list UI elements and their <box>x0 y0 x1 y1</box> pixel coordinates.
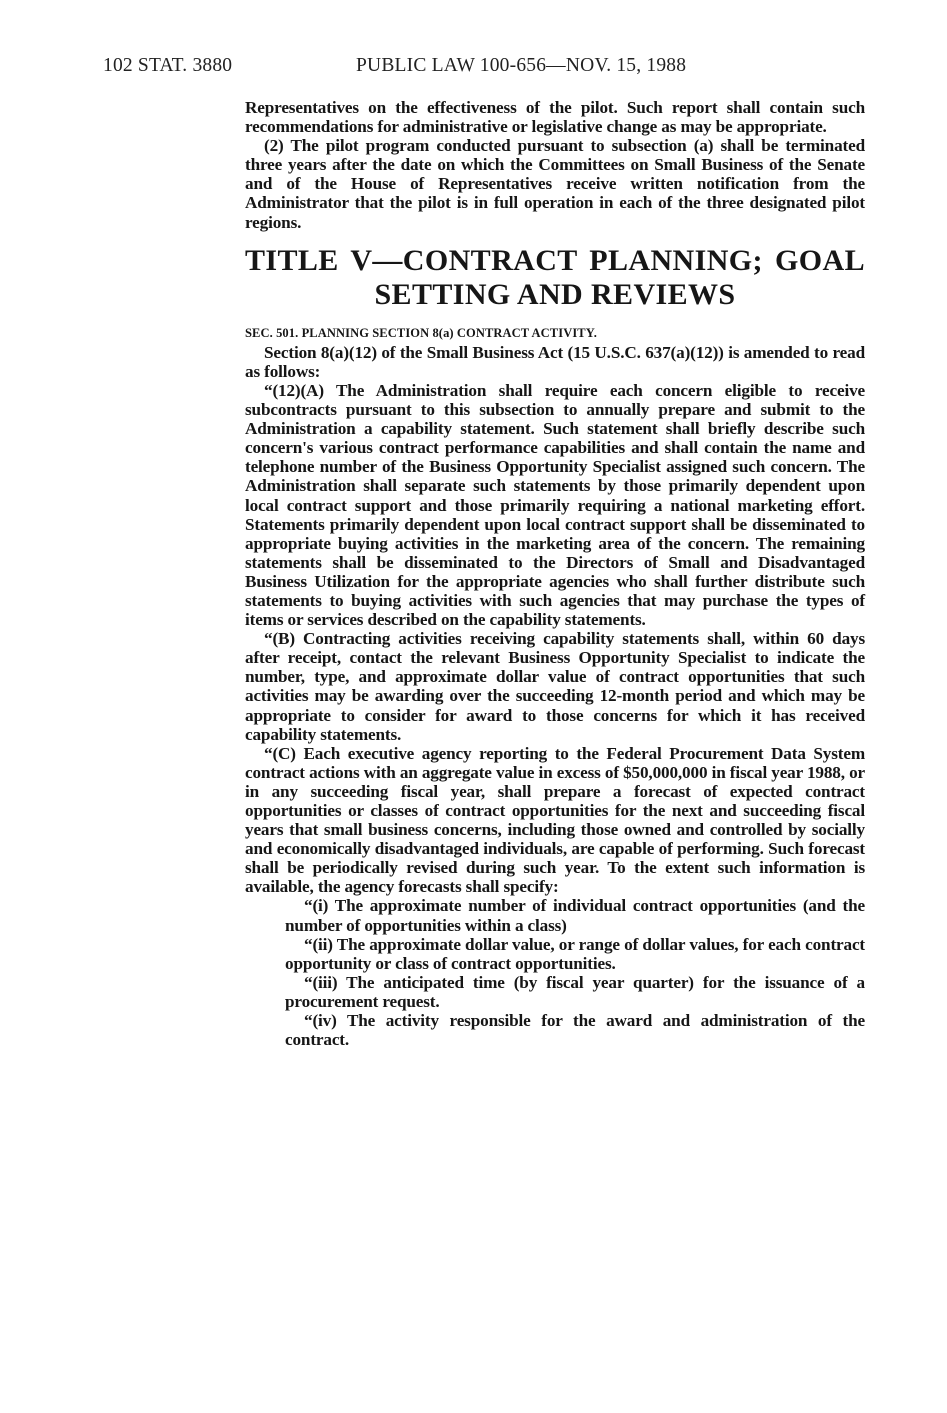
paragraph-pilot-termination: (2) The pilot program conducted pursuant to subsection (a) shall be terminated three years after the date on which the Committees on Small Business of the Senate and of the House of Representatives receive written notification from the Administrator that the pilot is in full operation in each of the three designated pilot regions. <box>245 136 865 232</box>
public-law-reference: PUBLIC LAW 100-656—NOV. 15, 1988 <box>356 55 687 76</box>
list-item-ii: “(ii) The approximate dollar value, or range of dollar values, for each contract opportunity or class of contract opportunities. <box>285 934 865 973</box>
list-item-iv: “(iv) The activity responsible for the award and administration of the contract. <box>285 1011 865 1050</box>
paragraph-continued-report: Representatives on the effectiveness of the pilot. Such report shall contain such recommendations for administrative or legislative change as may be appropriate. <box>245 98 865 137</box>
list-item-iii: “(iii) The anticipated time (by fiscal year quarter) for the issuance of a procurement request. <box>285 972 865 1011</box>
paragraph-12b: “(B) Contracting activities receiving capability statements shall, within 60 days after receipt, contact the relevant Business Opportunity Specialist to indicate the number, type, and approximate dollar value of contract opportunities that such activities may be awarding over the succeeding 12-month period and which may be appropriate to consider for award to those concerns for which it has received capability statements. <box>245 629 865 744</box>
paragraph-12c: “(C) Each executive agency reporting to the Federal Procurement Data System contract actions with an aggregate value in excess of $50,000,000 in fiscal year 1988, or in any succeeding fiscal year, shall prepare a forecast of expected contract opportunities or classes of contract opportunities for the next and succeeding fiscal years that small business concerns, including those owned and controlled by socially and economically disadvantaged individuals, are capable of performing. Such forecast shall be periodically revised during such year. To the extent such information is available, the agency forecasts shall specify: <box>245 743 865 897</box>
document-body <box>245 98 865 1049</box>
title-heading-line-1: TITLE V—CONTRACT PLANNING; GOAL <box>245 243 865 277</box>
statute-page-reference: 102 STAT. 3880 <box>103 55 233 76</box>
running-head <box>103 55 763 83</box>
paragraph-12a: “(12)(A) The Administration shall require each concern eligible to receive subcontracts pursuant to this subsection to annually prepare and submit to the Administration a capability statement. Such statement shall briefly describe such concern's various contract performance capabilities and shall contain the name and telephone number of the Business Opportunity Specialist assigned such concern. The Administration shall separate such statements by those primarily dependent upon local contract support and those primarily requiring a national marketing effort. Statements primarily dependent upon local contract support shall be disseminated to appropriate buying activities in the marketing area of the concern. The remaining statements shall be disseminated to the Directors of Small and Disadvantaged Business Utilization for the appropriate agencies who shall further distribute such statements to buying activities with such agencies that may purchase the types of items or services described on the capability statements. <box>245 380 865 630</box>
section-heading: SEC. 501. PLANNING SECTION 8(a) CONTRACT ACTIVITY. <box>245 325 597 340</box>
list-item-i: “(i) The approximate number of individual contract opportunities (and the number of opportunities within a class) <box>285 896 865 935</box>
title-heading <box>245 244 865 312</box>
paragraph-amendment-intro: Section 8(a)(12) of the Small Business Act (15 U.S.C. 637(a)(12)) is amended to read as follows: <box>245 342 865 381</box>
title-heading-line-2: SETTING AND REVIEWS <box>374 277 736 311</box>
